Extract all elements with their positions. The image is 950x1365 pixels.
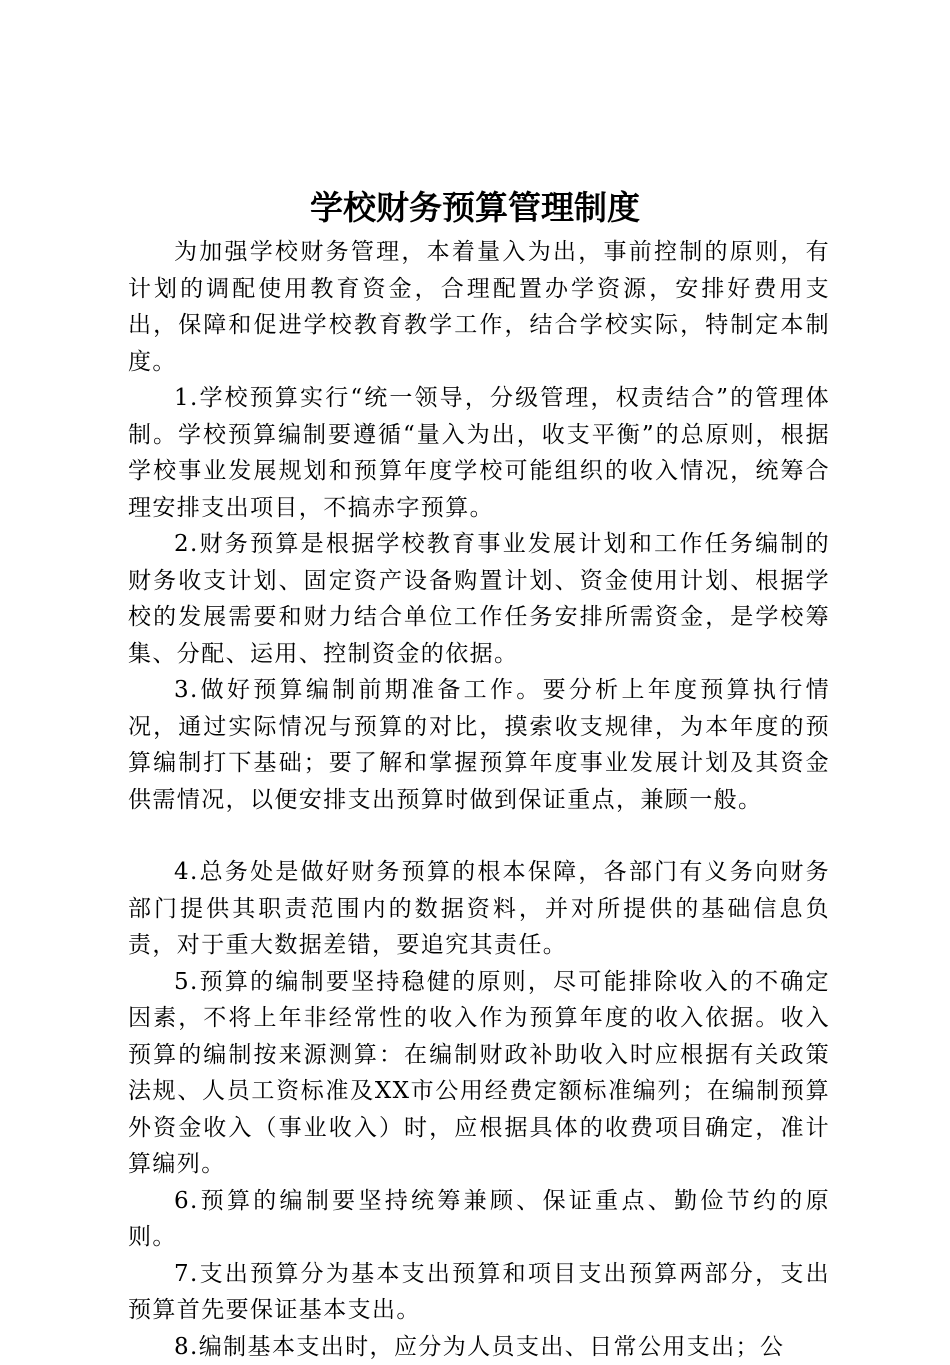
paragraph-8: 8.编制基本支出时，应分为人员支出、日常公用支出；公 (128, 1329, 830, 1365)
paragraph-3: 3.做好预算编制前期准备工作。要分析上年度预算执行情况，通过实际情况与预算的对比，摸索收支规律，为本年度的预算编制打下基础；要了解和掌握预算年度事业发展计划及其资金供需情况，以便安排支出预算时做到保证重点，兼顾一般。 (128, 672, 830, 818)
paragraph-intro: 为加强学校财务管理，本着量入为出，事前控制的原则，有计划的调配使用教育资金，合理配置办学资源，安排好费用支出，保障和促进学校教育教学工作，结合学校实际，特制定本制度。 (128, 234, 830, 380)
paragraph-5: 5.预算的编制要坚持稳健的原则，尽可能排除收入的不确定因素，不将上年非经常性的收入作为预算年度的收入依据。收入预算的编制按来源测算：在编制财政补助收入时应根据有关政策法规、人员工资标准及XX市公用经费定额标准编列；在编制预算外资金收入（事业收入）时，应根据具体的收费项目确定，准计算编列。 (128, 964, 830, 1183)
paragraph-7: 7.支出预算分为基本支出预算和项目支出预算两部分，支出预算首先要保证基本支出。 (128, 1256, 830, 1329)
paragraph-6: 6.预算的编制要坚持统筹兼顾、保证重点、勤俭节约的原则。 (128, 1183, 830, 1256)
document-body (128, 234, 830, 1365)
paragraph-2: 2.财务预算是根据学校教育事业发展计划和工作任务编制的财务收支计划、固定资产设备购置计划、资金使用计划、根据学校的发展需要和财力结合单位工作任务安排所需资金，是学校筹集、分配、运用、控制资金的依据。 (128, 526, 830, 672)
document-title: 学校财务预算管理制度 (0, 183, 950, 233)
paragraph-1: 1.学校预算实行“统一领导，分级管理，权责结合”的管理体制。学校预算编制要遵循“量入为出，收支平衡”的总原则，根据学校事业发展规划和预算年度学校可能组织的收入情况，统筹合理安排支出项目，不搞赤字预算。 (128, 380, 830, 526)
paragraph-4: 4.总务处是做好财务预算的根本保障，各部门有义务向财务部门提供其职责范围内的数据资料，并对所提供的基础信息负责，对于重大数据差错，要追究其责任。 (128, 854, 830, 964)
